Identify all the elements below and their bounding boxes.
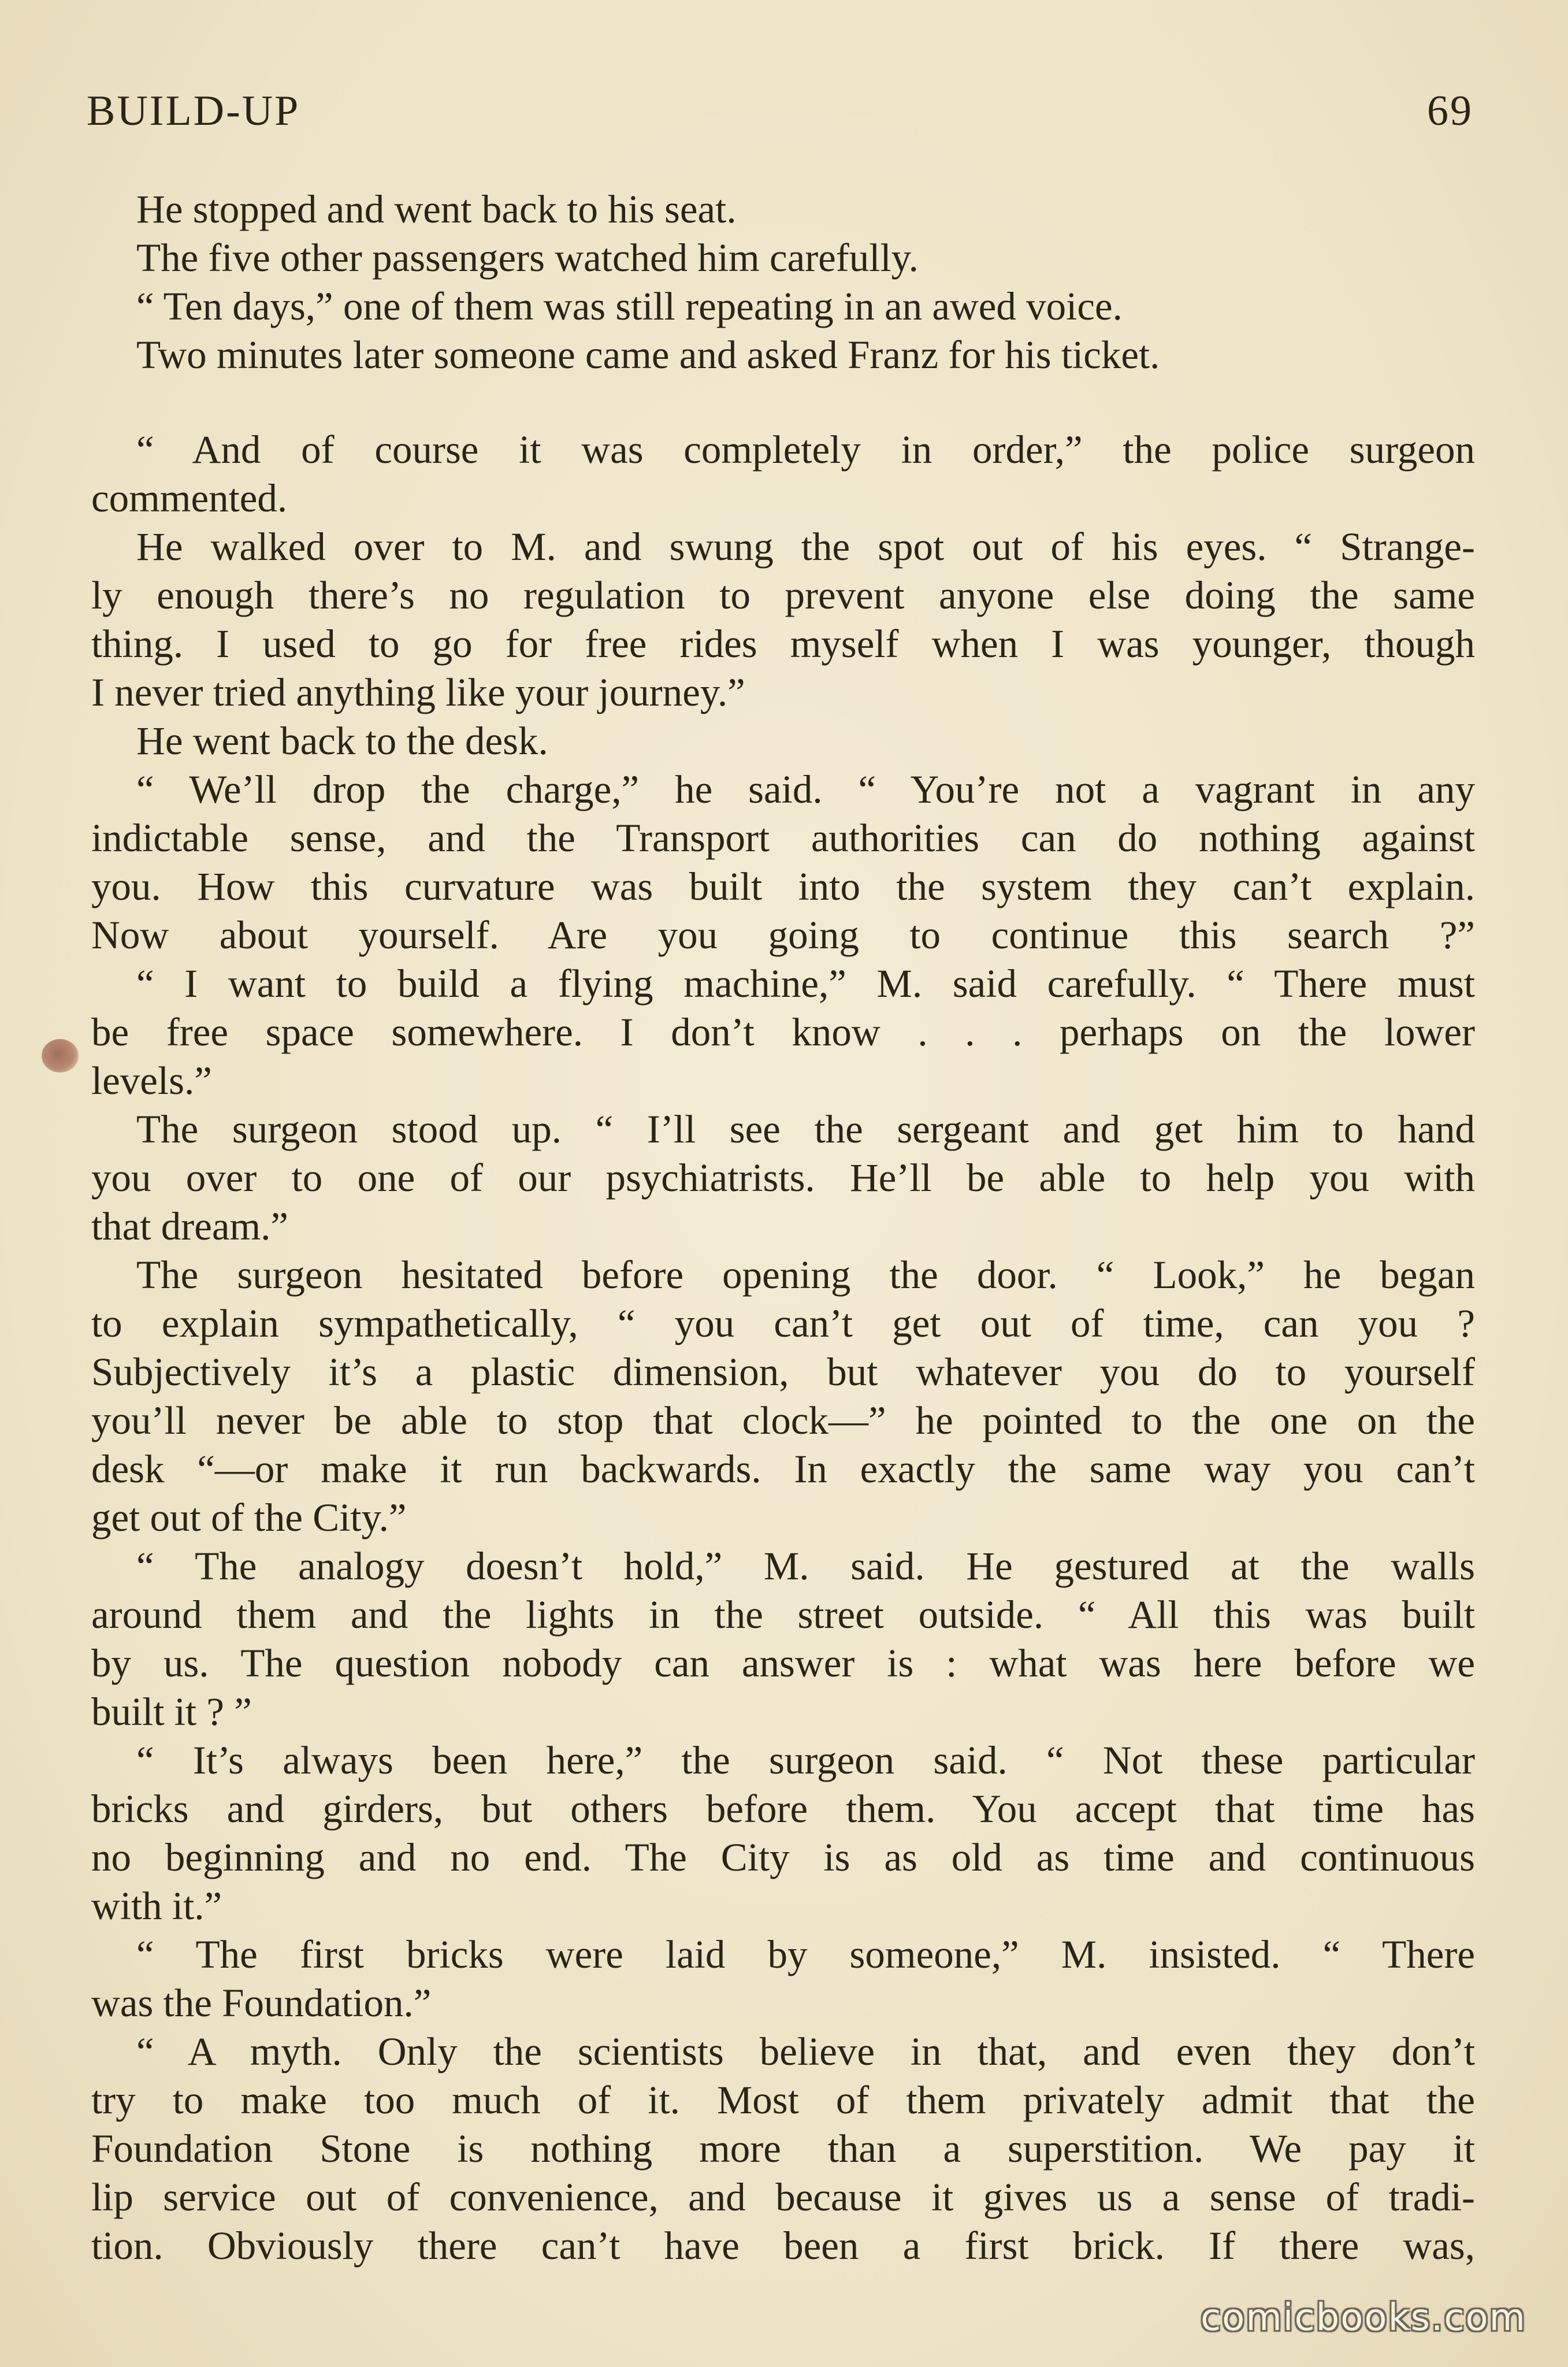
text-line: you over to one of our psychiatrists. He’ll be able to help you with [91, 1156, 1475, 1200]
text-line: “ It’s always been here,” the surgeon said. “ Not these particular [136, 1738, 1475, 1782]
text-line: He went back to the desk. [136, 719, 548, 763]
text-line: “ A myth. Only the scientists believe in that, and even they don’t [136, 2030, 1475, 2073]
text-line: “ I want to build a flying machine,” M. said carefully. “ There must [136, 962, 1475, 1006]
running-head [87, 87, 1473, 136]
text-line: was the Foundation.” [91, 1981, 432, 2025]
text-line: try to make too much of it. Most of them privately admit that the [91, 2078, 1475, 2122]
text-line: bricks and girders, but others before them. You accept that time has [91, 1787, 1475, 1831]
text-line: built it ? ” [91, 1690, 252, 1734]
text-line: you’ll never be able to stop that clock—” he pointed to the one on the [91, 1398, 1475, 1442]
page-number: 69 [1427, 87, 1473, 135]
text-line: The surgeon hesitated before opening the door. “ Look,” he began [136, 1253, 1475, 1297]
text-line: The surgeon stood up. “ I’ll see the sergeant and get him to hand [136, 1107, 1475, 1151]
text-line: be free space somewhere. I don’t know . . . perhaps on the lower [91, 1010, 1475, 1054]
text-line: “ And of course it was completely in order,” the police surgeon [136, 428, 1475, 472]
text-line: lip service out of convenience, and because it gives us a sense of tradi- [91, 2175, 1475, 2219]
text-line: “ The first bricks were laid by someone,” M. insisted. “ There [136, 1932, 1475, 1976]
text-line: to explain sympathetically, “ you can’t get out of time, can you ? [91, 1301, 1475, 1345]
text-line: get out of the City.” [91, 1496, 407, 1539]
text-line: He walked over to M. and swung the spot out of his eyes. “ Strange- [136, 525, 1475, 569]
text-line: “ We’ll drop the charge,” he said. “ You’re not a vagrant in any [136, 767, 1475, 811]
text-line: The five other passengers watched him carefully. [136, 236, 919, 280]
text-line: with it.” [91, 1884, 222, 1928]
text-line: no beginning and no end. The City is as old as time and continuous [91, 1835, 1475, 1879]
text-line: commented. [91, 476, 288, 520]
text-line: Now about yourself. Are you going to continue this search ?” [91, 913, 1475, 957]
text-line: I never tried anything like your journey.” [91, 670, 745, 714]
text-line: Foundation Stone is nothing more than a superstition. We pay it [91, 2127, 1475, 2171]
text-line: tion. Obviously there can’t have been a first brick. If there was, [91, 2224, 1475, 2268]
text-line: you. How this curvature was built into the system they can’t explain. [91, 865, 1475, 908]
running-title: BUILD-UP [87, 87, 300, 135]
text-line: “ The analogy doesn’t hold,” M. said. He gestured at the walls [136, 1544, 1475, 1588]
text-line: desk “—or make it run backwards. In exactly the same way you can’t [91, 1447, 1475, 1491]
text-line: ly enough there’s no regulation to prevent anyone else doing the same [91, 573, 1475, 617]
text-line: “ Ten days,” one of them was still repeating in an awed voice. [136, 284, 1123, 328]
text-line: levels.” [91, 1059, 212, 1103]
paper-stain [42, 1039, 79, 1073]
text-line: indictable sense, and the Transport authorities can do nothing against [91, 816, 1475, 860]
text-line: Two minutes later someone came and asked Franz for his ticket. [136, 333, 1160, 377]
text-line: by us. The question nobody can answer is : what was here before we [91, 1641, 1475, 1685]
text-line: Subjectively it’s a plastic dimension, but whatever you do to yourself [91, 1350, 1475, 1394]
text-line: thing. I used to go for free rides myself when I was younger, though [91, 622, 1475, 666]
text-line: He stopped and went back to his seat. [136, 187, 737, 231]
text-line: that dream.” [91, 1204, 288, 1248]
watermark: comicbooks.com [1200, 2296, 1526, 2339]
text-line: around them and the lights in the street outside. “ All this was built [91, 1593, 1475, 1637]
